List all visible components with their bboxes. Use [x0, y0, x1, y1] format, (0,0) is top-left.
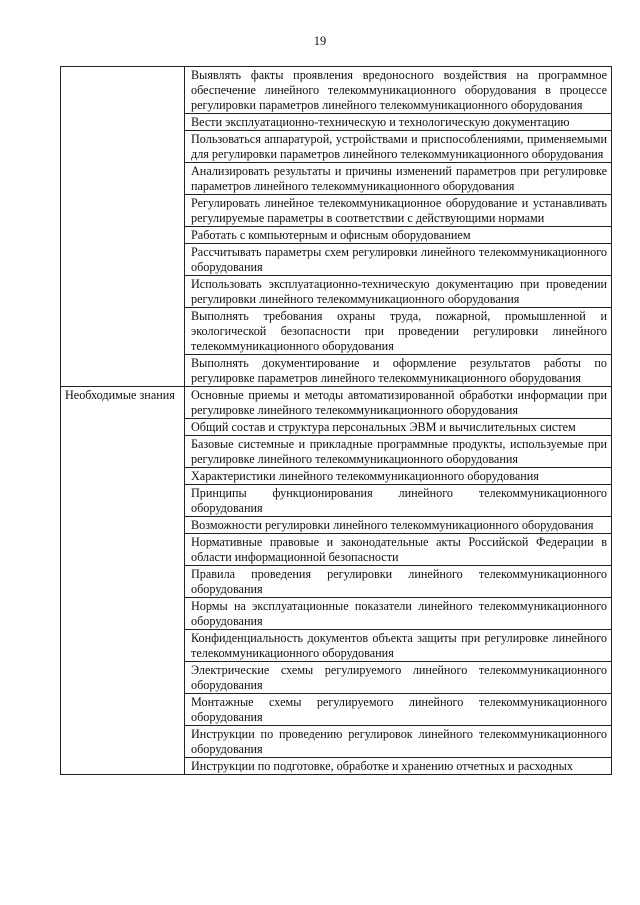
requirement-cell: Электрические схемы регулируемого линейного телекоммуникационного оборудования [185, 662, 612, 694]
requirement-cell: Регулировать линейное телекоммуникационное оборудование и устанавливать регулируемые параметры в соответствии с действующими нормами [185, 195, 612, 227]
requirement-cell: Основные приемы и методы автоматизированной обработки информации при регулировке линейного телекоммуникационного оборудования [185, 387, 612, 419]
requirement-cell: Правила проведения регулировки линейного телекоммуникационного оборудования [185, 566, 612, 598]
requirement-cell: Принципы функционирования линейного телекоммуникационного оборудования [185, 485, 612, 517]
requirement-cell: Характеристики линейного телекоммуникационного оборудования [185, 468, 612, 485]
requirement-cell: Инструкции по проведению регулировок линейного телекоммуникационного оборудования [185, 726, 612, 758]
requirement-cell: Вести эксплуатационно-техническую и технологическую документацию [185, 114, 612, 131]
requirement-cell: Нормы на эксплуатационные показатели линейного телекоммуникационного оборудования [185, 598, 612, 630]
requirement-cell: Анализировать результаты и причины изменений параметров при регулировке параметров линейного телекоммуникационного оборудования [185, 163, 612, 195]
requirement-cell: Монтажные схемы регулируемого линейного телекоммуникационного оборудования [185, 694, 612, 726]
group-label-cell [61, 67, 185, 387]
requirement-cell: Нормативные правовые и законодательные акты Российской Федерации в области информационной безопасности [185, 534, 612, 566]
table-row [61, 387, 612, 419]
requirement-cell: Использовать эксплуатационно-техническую документацию при проведении регулировки линейного телекоммуникационного оборудования [185, 276, 612, 308]
table-body [61, 67, 612, 775]
page-number: 19 [313, 34, 327, 48]
requirement-cell: Рассчитывать параметры схем регулировки линейного телекоммуникационного оборудования [185, 244, 612, 276]
requirement-cell: Выполнять документирование и оформление результатов работы по регулировке параметров линейного телекоммуникационного оборудования [185, 355, 612, 387]
requirement-cell: Инструкции по подготовке, обработке и хранению отчетных и расходных [185, 758, 612, 775]
requirement-cell: Конфиденциальность документов объекта защиты при регулировке линейного телекоммуникационного оборудования [185, 630, 612, 662]
requirement-cell: Выявлять факты проявления вредоносного воздействия на программное обеспечение линейного телекоммуникационного оборудования в процессе регулировки параметров линейного телекоммуникационного оборудования [185, 67, 612, 114]
requirements-table [60, 66, 612, 775]
table-row [61, 67, 612, 114]
requirement-cell: Выполнять требования охраны труда, пожарной, промышленной и экологической безопасности при проведении регулировки линейного телекоммуникационного оборудования [185, 308, 612, 355]
group-label: Необходимые знания [65, 388, 175, 402]
requirement-cell: Пользоваться аппаратурой, устройствами и приспособлениями, применяемыми для регулировки параметров линейного телекоммуникационного оборудования [185, 131, 612, 163]
requirement-cell: Общий состав и структура персональных ЭВМ и вычислительных систем [185, 419, 612, 436]
requirement-cell: Работать с компьютерным и офисным оборудованием [185, 227, 612, 244]
requirement-cell: Возможности регулировки линейного телекоммуникационного оборудования [185, 517, 612, 534]
group-label-cell [61, 387, 185, 775]
requirement-cell: Базовые системные и прикладные программные продукты, используемые при регулировке линейного телекоммуникационного оборудования [185, 436, 612, 468]
